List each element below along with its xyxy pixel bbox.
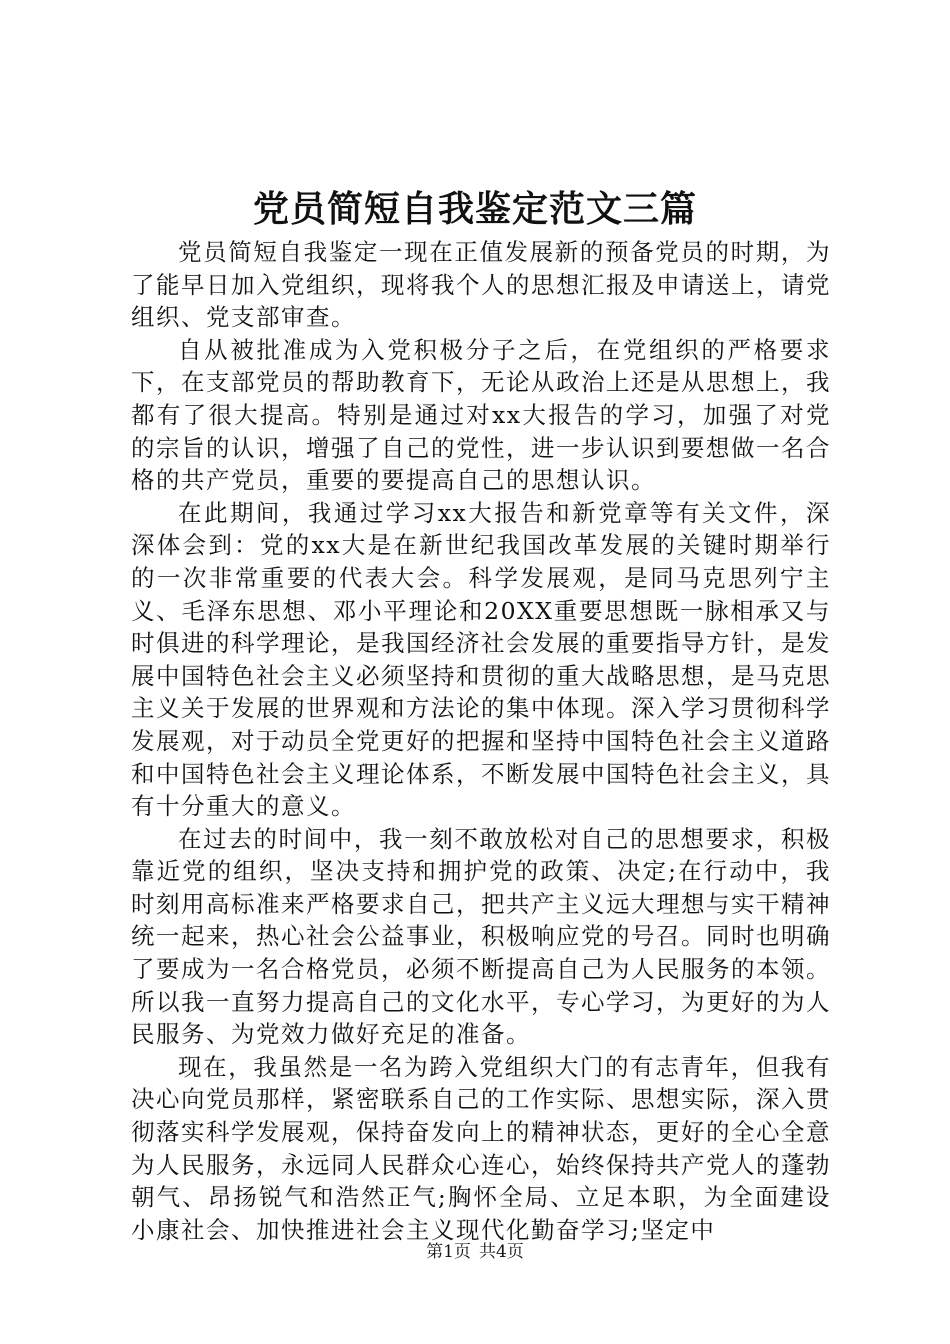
document-body <box>131 236 831 1246</box>
paragraph: 现在，我虽然是一名为跨入党组织大门的有志青年，但我有决心向党员那样，紧密联系自己的工作实际、思想实际，深入贯彻落实科学发展观，保持奋发向上的精神状态，更好的全心全意为人民服务，永远同人民群众心连心，始终保持共产党人的蓬勃朝气、昂扬锐气和浩然正气;胸怀全局、立足本职，为全面建设小康社会、加快推进社会主义现代化勤奋学习;坚定中 <box>131 1052 831 1244</box>
paragraph: 党员简短自我鉴定一现在正值发展新的预备党员的时期，为了能早日加入党组织，现将我个人的思想汇报及申请送上，请党组织、党支部审查。 <box>131 238 831 332</box>
page-total: 共4页 <box>479 1242 524 1262</box>
document-title: 党员简短自我鉴定范文三篇 <box>252 188 697 230</box>
paragraph: 在此期间，我通过学习xx大报告和新党章等有关文件，深深体会到：党的xx大是在新世纪我国改革发展的关键时期举行的一次非常重要的代表大会。科学发展观，是同马克思列宁主义、毛泽东思想、邓小平理论和20XX重要思想既一脉相承又与时俱进的科学理论，是我国经济社会发展的重要指导方针，是发展中国特色社会主义必须坚持和贯彻的重大战略思想，是马克思主义关于发展的世界观和方法论的集中体现。深入学习贯彻科学发展观，对于动员全党更好的把握和坚持中国特色社会主义道路和中国特色社会主义理论体系，不断发展中国特色社会主义，具有十分重大的意义。 <box>131 498 831 821</box>
paragraph: 自从被批准成为入党积极分子之后，在党组织的严格要求下，在支部党员的帮助教育下，无论从政治上还是从思想上，我都有了很大提高。特别是通过对xx大报告的学习，加强了对党的宗旨的认识，增强了自己的党性，进一步认识到要想做一名合格的共产党员，重要的要提高自己的思想认识。 <box>131 335 831 495</box>
page-number: 第1页 <box>426 1242 471 1262</box>
page-footer <box>0 1241 950 1263</box>
paragraph: 在过去的时间中，我一刻不敢放松对自己的思想要求，积极靠近党的组织，坚决支持和拥护党的政策、决定;在行动中，我时刻用高标准来严格要求自己，把共产主义远大理想与实干精神统一起来，热心社会公益事业，积极响应党的号召。同时也明确了要成为一名合格党员，必须不断提高自己为人民服务的本领。所以我一直努力提高自己的文化水平，专心学习，为更好的为人民服务、为党效力做好充足的准备。 <box>131 824 831 1049</box>
